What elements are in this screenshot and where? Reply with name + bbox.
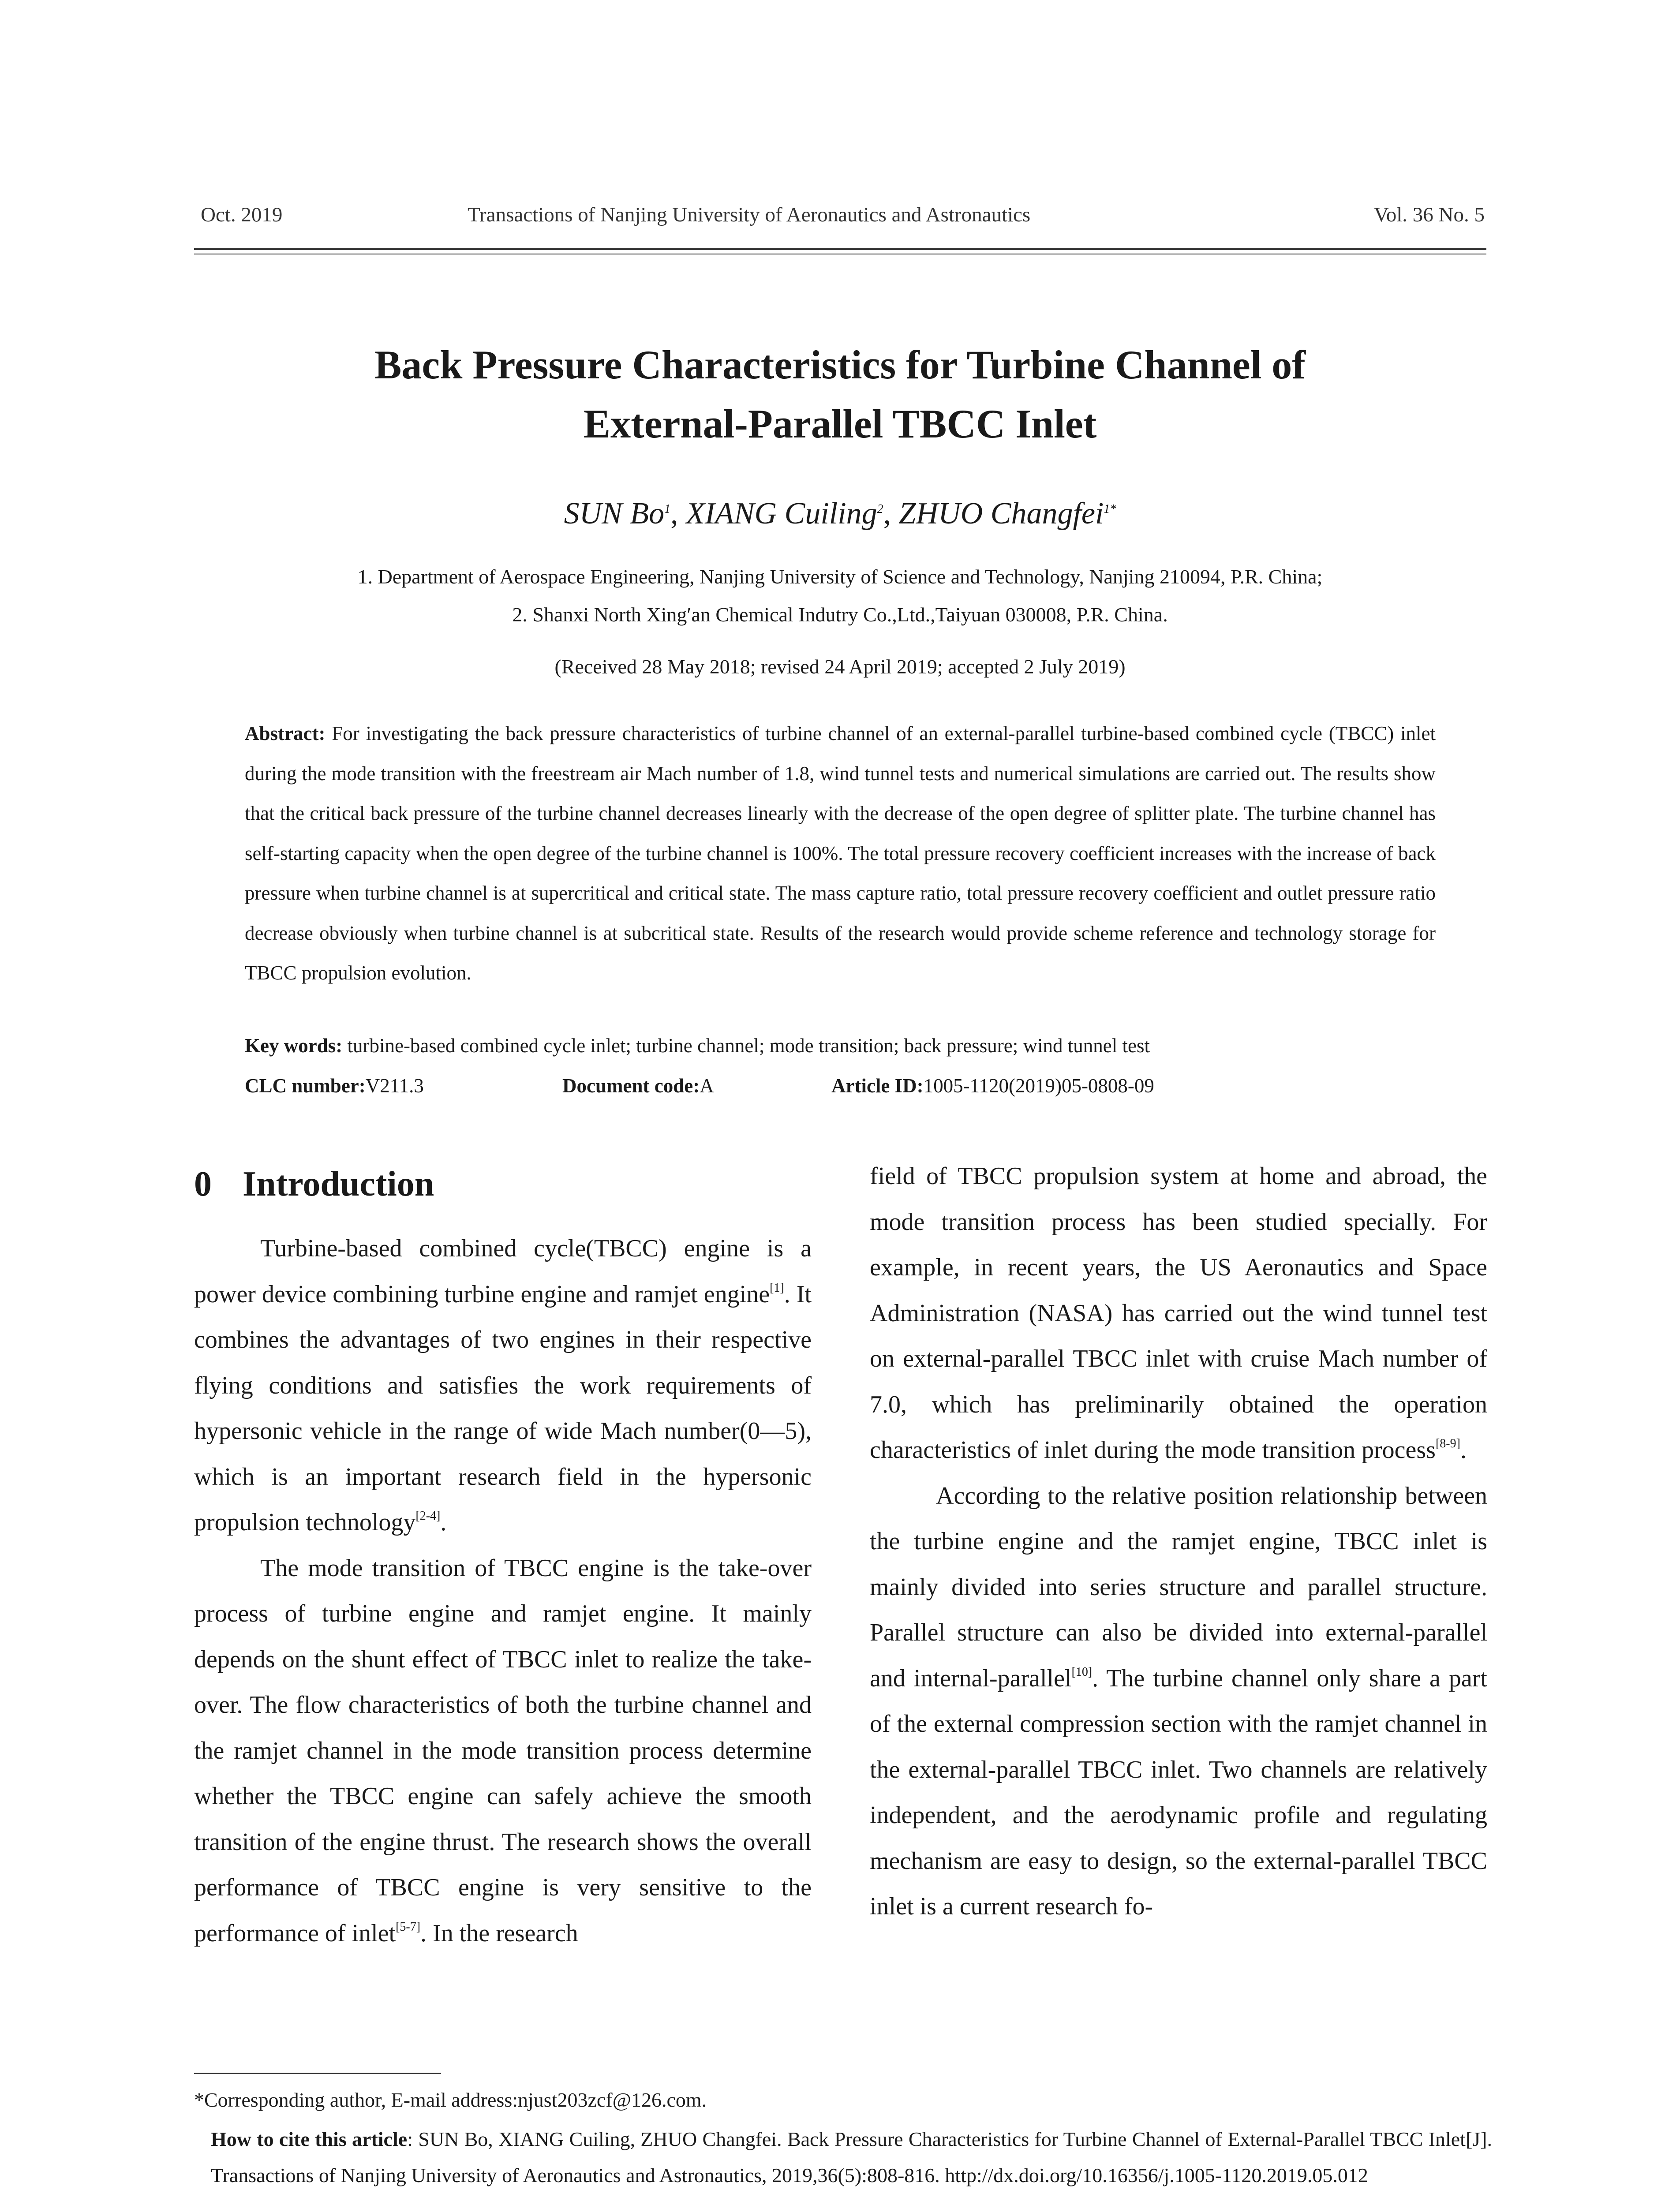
article-id-label: Article ID: xyxy=(831,1075,924,1097)
paragraph-text: . The turbine channel only share a part of the external compression section with the ramjet channel in the external-parallel TBCC inlet. Two channels are relatively independent, and the aerodynamic profile and regulating mechanism are easy to design, so the external-parallel TBCC inlet is a current research fo- xyxy=(870,1664,1487,1920)
paragraph-text: Turbine-based combined cycle(TBCC) engine is a power device combining turbine engine and ramjet engine xyxy=(194,1235,812,1308)
affiliations xyxy=(132,558,1548,634)
paragraph-text: . xyxy=(440,1509,447,1536)
body-column-right xyxy=(870,1154,1487,1930)
article-id xyxy=(831,1074,1154,1097)
paragraph xyxy=(194,1546,812,1957)
keywords-label: Key words: xyxy=(245,1035,343,1057)
keywords xyxy=(245,1034,1458,1057)
document-code-label: Document code: xyxy=(562,1075,700,1097)
author-affiliation-mark: 1 xyxy=(664,502,671,516)
paragraph-text: . In the research xyxy=(420,1919,578,1947)
citation-ref: [10] xyxy=(1071,1665,1093,1679)
author-name: ZHUO Changfei xyxy=(898,497,1104,531)
author-name: SUN Bo xyxy=(564,497,665,531)
paragraph-text: . It combines the advantages of two engines in their respective flying conditions and satisfies the work requirements of hypersonic vehicle in the range of wide Mach number(0—5), which is an important research field in the hypersonic propulsion technology xyxy=(194,1280,812,1536)
citation-note-label: How to cite this article xyxy=(211,2128,408,2150)
citation-note-text: : SUN Bo, XIANG Cuiling, ZHUO Changfei. Back Pressure Characteristics for Turbine Channel of External-Parallel TBCC Inlet[J]. Transactions of Nanjing University of Aeronautics and Astronautics, 2019,36(5):808-816. http://dx.doi.org/10.16356/j.1005-1120.2019.05.012 xyxy=(211,2128,1492,2186)
header-journal-name: Transactions of Nanjing University of Aeronautics and Astronautics xyxy=(468,203,1031,226)
author-affiliation-mark: 1* xyxy=(1104,502,1116,516)
section-number: 0 xyxy=(194,1165,212,1203)
section-title: Introduction xyxy=(243,1165,434,1203)
footnote-rule xyxy=(194,2073,441,2074)
citation-ref: [5-7] xyxy=(396,1920,421,1934)
affiliation-line: 1. Department of Aerospace Engineering, Nanjing University of Science and Technology, Nanjing 210094, P.R. China; xyxy=(357,565,1323,588)
paragraph xyxy=(870,1154,1487,1473)
document-code-value: A xyxy=(700,1075,714,1097)
title-line: Back Pressure Characteristics for Turbine Channel of xyxy=(374,342,1306,387)
header-date: Oct. 2019 xyxy=(201,203,283,226)
abstract xyxy=(245,714,1436,993)
header-volume: Vol. 36 No. 5 xyxy=(1373,203,1485,226)
received-dates: (Received 28 May 2018; revised 24 April 2019; accepted 2 July 2019) xyxy=(554,655,1126,678)
corresponding-author-note: *Corresponding author, E-mail address:njust203zcf@126.com. xyxy=(194,2089,707,2111)
body-column-left xyxy=(194,1226,812,1956)
keywords-text: turbine-based combined cycle inlet; turbine channel; mode transition; back pressure; wind tunnel test xyxy=(347,1035,1150,1057)
document-code xyxy=(562,1074,714,1097)
paragraph-text: According to the relative position relationship between the turbine engine and the ramjet engine, TBCC inlet is mainly divided into series structure and parallel structure. Parallel structure can also be divided into external-parallel and internal-parallel xyxy=(870,1482,1487,1692)
clc-number xyxy=(245,1074,424,1097)
author-separator: , xyxy=(670,497,686,531)
citation-ref: [1] xyxy=(770,1281,784,1295)
title-line: External-Parallel TBCC Inlet xyxy=(583,401,1097,446)
author-separator: , xyxy=(883,497,899,531)
header-rule-thick xyxy=(194,248,1486,250)
paragraph xyxy=(194,1226,812,1546)
paragraph-text: . xyxy=(1460,1436,1467,1464)
citation-ref: [8-9] xyxy=(1435,1437,1460,1450)
author-name: XIANG Cuiling xyxy=(686,497,877,531)
affiliation-line: 2. Shanxi North Xing′an Chemical Indutry Co.,Ltd.,Taiyuan 030008, P.R. China. xyxy=(512,603,1168,626)
clc-label: CLC number: xyxy=(245,1075,366,1097)
paragraph-text: The mode transition of TBCC engine is the take-over process of turbine engine and ramjet engine. It mainly depends on the shunt effect of TBCC inlet to realize the take-over. The flow characteristics of both the turbine channel and the ramjet channel in the mode transition process determine whether the TBCC engine can safely achieve the smooth transition of the engine thrust. The research shows the overall performance of TBCC engine is very sensitive to the performance of inlet xyxy=(194,1554,812,1947)
abstract-text: For investigating the back pressure characteristics of turbine channel of an external-parallel turbine-based combined cycle (TBCC) inlet during the mode transition with the freestream air Mach number of 1.8, wind tunnel tests and numerical simulations are carried out. The results show that the critical back pressure of the turbine channel decreases linearly with the decrease of the open degree of splitter plate. The turbine channel has self-starting capacity when the open degree of the turbine channel is 100%. The total pressure recovery coefficient increases with the increase of back pressure when turbine channel is at supercritical and critical state. The mass capture ratio, total pressure recovery coefficient and outlet pressure ratio decrease obviously when turbine channel is at subcritical state. Results of the research would provide scheme reference and technology storage for TBCC propulsion evolution. xyxy=(245,722,1436,984)
paper-title xyxy=(132,335,1548,453)
clc-value: V211.3 xyxy=(365,1075,424,1097)
author-list xyxy=(132,496,1548,531)
citation-ref: [2-4] xyxy=(415,1509,441,1523)
abstract-label: Abstract: xyxy=(245,722,326,744)
paragraph-text: field of TBCC propulsion system at home and abroad, the mode transition process has been studied specially. For example, in recent years, the US Aeronautics and Space Administration (NASA) has carried out the wind tunnel test on external-parallel TBCC inlet with cruise Mach number of 7.0, which has preliminarily obtained the operation characteristics of inlet during the mode transition process xyxy=(870,1162,1487,1464)
author-affiliation-mark: 2 xyxy=(877,502,883,516)
paragraph xyxy=(870,1473,1487,1930)
citation-note xyxy=(211,2121,1492,2194)
article-id-value: 1005-1120(2019)05-0808-09 xyxy=(923,1075,1154,1097)
section-heading xyxy=(194,1164,434,1204)
